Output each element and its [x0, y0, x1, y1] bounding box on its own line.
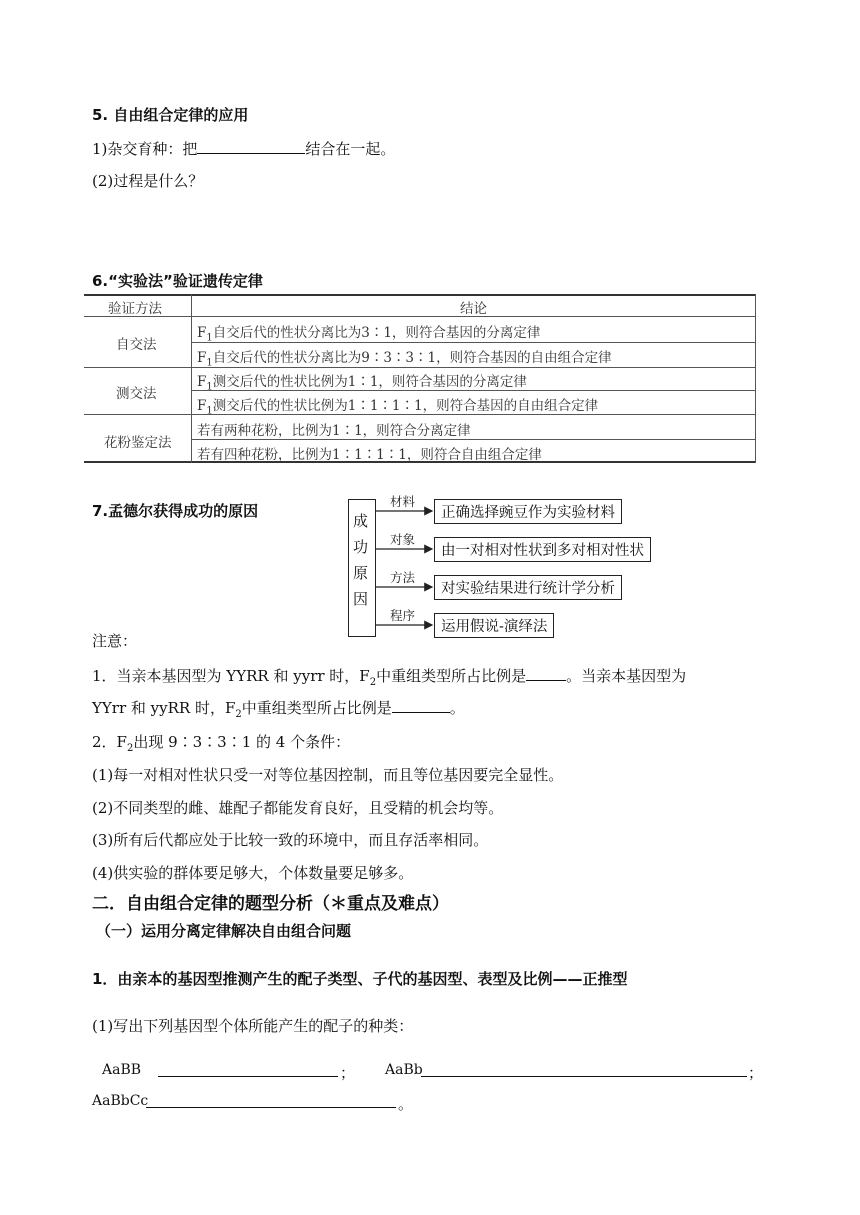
answer-blank[interactable]: [146, 1093, 396, 1108]
genotype-aabb: AaBB: [102, 1062, 142, 1078]
answer-blank[interactable]: [421, 1062, 747, 1077]
condition-2: (2)不同类型的雌、雄配子都能发育良好，且受精的机会均等。: [92, 799, 504, 817]
table-conclusion: 若有四种花粉，比例为1∶1∶1∶1，则符合自由组合定律: [197, 447, 542, 463]
diagram-box: 由一对相对性状到多对相对性状: [434, 537, 651, 562]
part2-heading: 二．自由组合定律的题型分析（＊重点及难点）: [92, 894, 449, 914]
table-method: 测交法: [116, 386, 157, 402]
table-method: 花粉鉴定法: [104, 435, 172, 451]
table-conclusion: $F_1$自交后代的性状分离比为3∶1，则符合基因的分离定律: [197, 325, 541, 344]
answer-blank[interactable]: [197, 139, 305, 154]
answer-blank[interactable]: [392, 698, 450, 713]
diagram-box: 运用假说-演绎法: [434, 613, 554, 638]
table-header-conclusion: 结论: [460, 301, 487, 317]
note-1: 1．当亲本基因型为 YYRR 和 yyrr 时，$F_2$中重组类型所占比例是 。当亲本基因型为: [92, 667, 687, 688]
diagram-label: 对象: [390, 532, 416, 547]
success-reasons-diagram: [348, 494, 668, 642]
table-conclusion: $F_1$测交后代的性状比例为1∶1∶1∶1，则符合基因的自由组合定律: [197, 398, 599, 417]
genotype-aabbcc: AaBbCc: [92, 1093, 149, 1109]
diagram-box: 对实验结果进行统计学分析: [434, 575, 622, 600]
answer-blank[interactable]: [526, 666, 566, 681]
part2-subheading: （一）运用分离定律解决自由组合问题: [96, 922, 352, 940]
table-conclusion: $F_1$自交后代的性状分离比为9∶3∶3∶1，则符合基因的自由组合定律: [197, 350, 612, 369]
table-header-method: 验证方法: [108, 301, 162, 317]
table-method: 自交法: [116, 337, 157, 353]
verification-table: [84, 294, 756, 463]
period: 。: [398, 1095, 414, 1113]
condition-1: (1)每一对相对性状只受一对等位基因控制，而且等位基因要完全显性。: [92, 766, 564, 784]
notes-title: 注意：: [92, 632, 138, 650]
section5-line2: (2)过程是什么？: [92, 172, 204, 190]
condition-4: (4)供实验的群体要足够大，个体数量要足够多。: [92, 864, 414, 882]
question-1-1: (1)写出下列基因型个体所能产生的配子的种类：: [92, 1017, 414, 1035]
vertical-char: 原: [353, 564, 369, 582]
vertical-char: 因: [353, 590, 369, 608]
section5-heading: 5. 自由组合定律的应用: [92, 106, 249, 124]
diagram-box: 正确选择豌豆作为实验材料: [434, 499, 622, 524]
table-conclusion: 若有两种花粉，比例为1∶1，则符合分离定律: [197, 423, 471, 439]
section6-heading: 6.“实验法”验证遗传定律: [92, 272, 263, 290]
answer-blank[interactable]: [158, 1062, 338, 1077]
section5-line1-pre: 1)杂交育种：把: [92, 140, 198, 158]
note-2: 2．$F_2$出现 9∶3∶3∶1 的 4 个条件：: [92, 733, 351, 754]
vertical-char: 功: [353, 538, 369, 556]
diagram-label: 程序: [390, 608, 416, 623]
vertical-char: 成: [353, 512, 369, 530]
genotype-aabb2: AaBb: [385, 1062, 423, 1078]
table-conclusion: $F_1$测交后代的性状比例为1∶1，则符合基因的分离定律: [197, 374, 527, 393]
section7-heading: 7.孟德尔获得成功的原因: [92, 502, 259, 520]
condition-3: (3)所有后代都应处于比较一致的环境中，而且存活率相同。: [92, 831, 489, 849]
semicolon: ；: [748, 1064, 764, 1082]
semicolon: ；: [340, 1064, 356, 1082]
section5-line1-post: 结合在一起。: [305, 140, 396, 158]
question-1: 1．由亲本的基因型推测产生的配子类型、子代的基因型、表型及比例——正推型: [92, 970, 628, 988]
diagram-label: 材料: [390, 494, 416, 509]
section5-line1: [92, 138, 395, 159]
diagram-label: 方法: [390, 570, 416, 585]
note-1-cont: YYrr 和 yyRR 时，$F_2$中重组类型所占比例是 。: [92, 699, 465, 720]
